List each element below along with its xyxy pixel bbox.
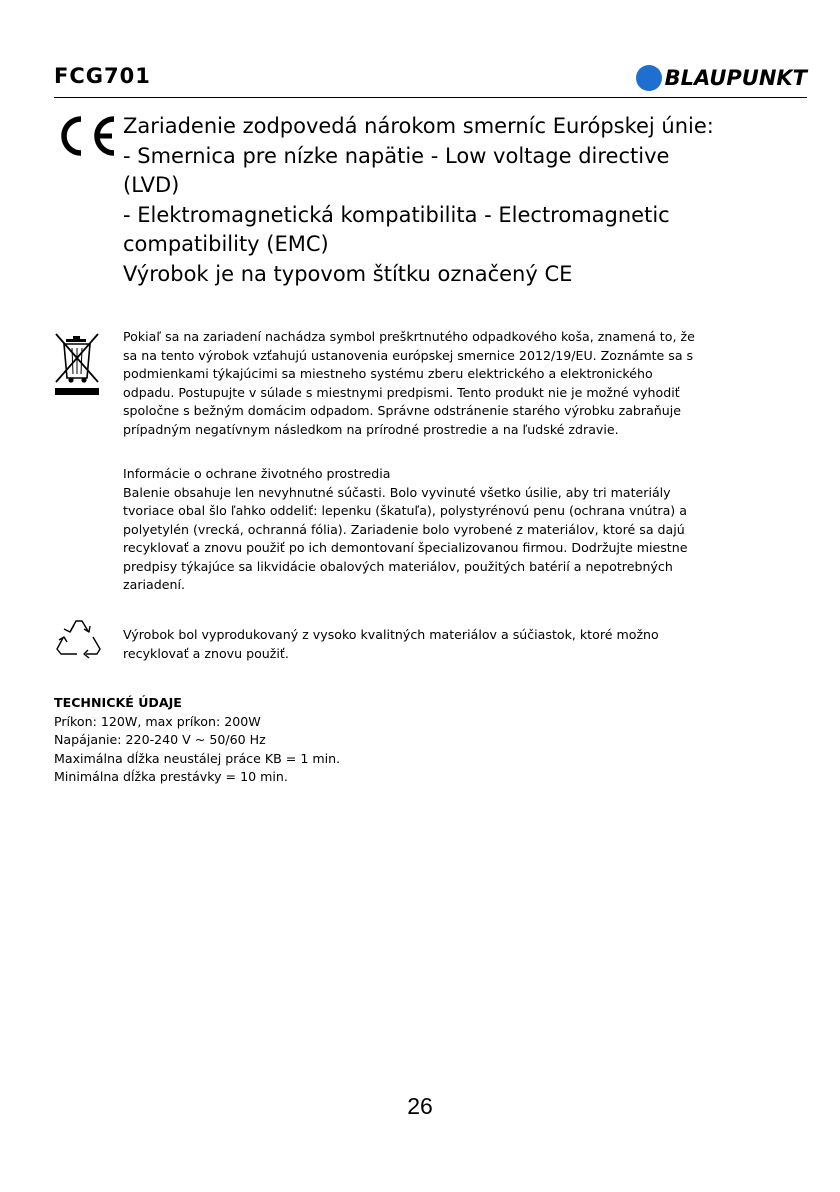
tech-line: Minimálna dĺžka prestávky = 10 min. bbox=[54, 769, 288, 784]
ce-line: compatibility (EMC) bbox=[123, 232, 329, 256]
header-divider bbox=[54, 97, 807, 98]
recycle-line: recyklovať a znovu použiť. bbox=[123, 645, 289, 661]
weee-line: spoločne s bežným domácim odpadom. Správne odstránenie starého výrobku zabraňuje bbox=[123, 403, 682, 418]
environment-line: polyetylén (vrecká, ochranná fólia). Zariadenie bolo vyrobené z materiálov, ktoré sa dajú bbox=[123, 521, 685, 537]
recycle-line: Výrobok bol vyprodukovaný z vysoko kvalitných materiálov a súčiastok, ktoré možno bbox=[123, 627, 659, 642]
weee-line: podmienkami týkajúcimi sa miestneho systému zberu elektrického a elektronického bbox=[123, 366, 653, 381]
ce-declaration bbox=[123, 112, 818, 289]
weee-line: Pokiaľ sa na zariadení nachádza symbol preškrtnutého odpadkového koša, znamená to, že bbox=[123, 329, 695, 344]
recycle-icon bbox=[53, 616, 103, 664]
ce-mark-icon bbox=[54, 116, 118, 156]
technical-data-title: TECHNICKÉ ÚDAJE bbox=[54, 695, 182, 710]
model-name: FCG701 bbox=[54, 64, 151, 88]
technical-data bbox=[54, 694, 474, 787]
ce-line: (LVD) bbox=[123, 173, 180, 197]
tech-line: Napájanie: 220-240 V ~ 50/60 Hz bbox=[54, 732, 266, 747]
weee-line: prípadným negatívnym následkom na prírodné prostredie a na ľudské zdravie. bbox=[123, 421, 619, 437]
tech-line: Maximálna dĺžka neustálej práce KB = 1 min. bbox=[54, 750, 341, 766]
tech-line: Príkon: 120W, max príkon: 200W bbox=[54, 713, 261, 729]
weee-line: sa na tento výrobok vzťahujú ustanovenia európskej smernice 2012/19/EU. Zoznámte sa s bbox=[123, 347, 694, 363]
weee-paragraph bbox=[123, 328, 769, 439]
crossed-bin-icon bbox=[51, 330, 103, 396]
environment-line: Balenie obsahuje len nevyhnutné súčasti. Bolo vyvinuté všetko úsilie, aby tri materiály bbox=[123, 484, 671, 500]
environment-line: tvoriace obal šlo ľahko oddeliť: lepenku (škatuľa), polystyrénovú penu (ochrana vnútra) a bbox=[123, 503, 687, 518]
brand-dot-icon bbox=[636, 65, 662, 91]
brand-name: BLAUPUNKT bbox=[664, 66, 807, 90]
environment-line: zariadení. bbox=[123, 577, 185, 592]
brand-logo bbox=[636, 64, 807, 92]
ce-line: Zariadenie zodpovedá nárokom smerníc Európskej únie: bbox=[123, 114, 714, 138]
page-number: 26 bbox=[407, 1093, 433, 1119]
recycle-paragraph bbox=[123, 626, 769, 663]
environment-line: recyklovať a znovu použiť po ich demontovaní špecializovanou firmou. Dodržujte miestne bbox=[123, 540, 688, 555]
weee-line: odpadu. Postupujte v súlade s miestnymi predpismi. Tento produkt nie je možné vyhodiť bbox=[123, 384, 680, 400]
environment-line: predpisy týkajúce sa likvidácie obalových materiálov, použitých batérií a nepotrebných bbox=[123, 558, 673, 574]
ce-line: - Elektromagnetická kompatibilita - Electromagnetic bbox=[123, 202, 670, 227]
environment-line: Informácie o ochrane životného prostredia bbox=[123, 466, 391, 481]
environment-paragraph bbox=[123, 465, 769, 595]
ce-line: Výrobok je na typovom štítku označený CE bbox=[123, 261, 573, 286]
ce-line: - Smernica pre nízke napätie - Low voltage directive bbox=[123, 143, 670, 168]
